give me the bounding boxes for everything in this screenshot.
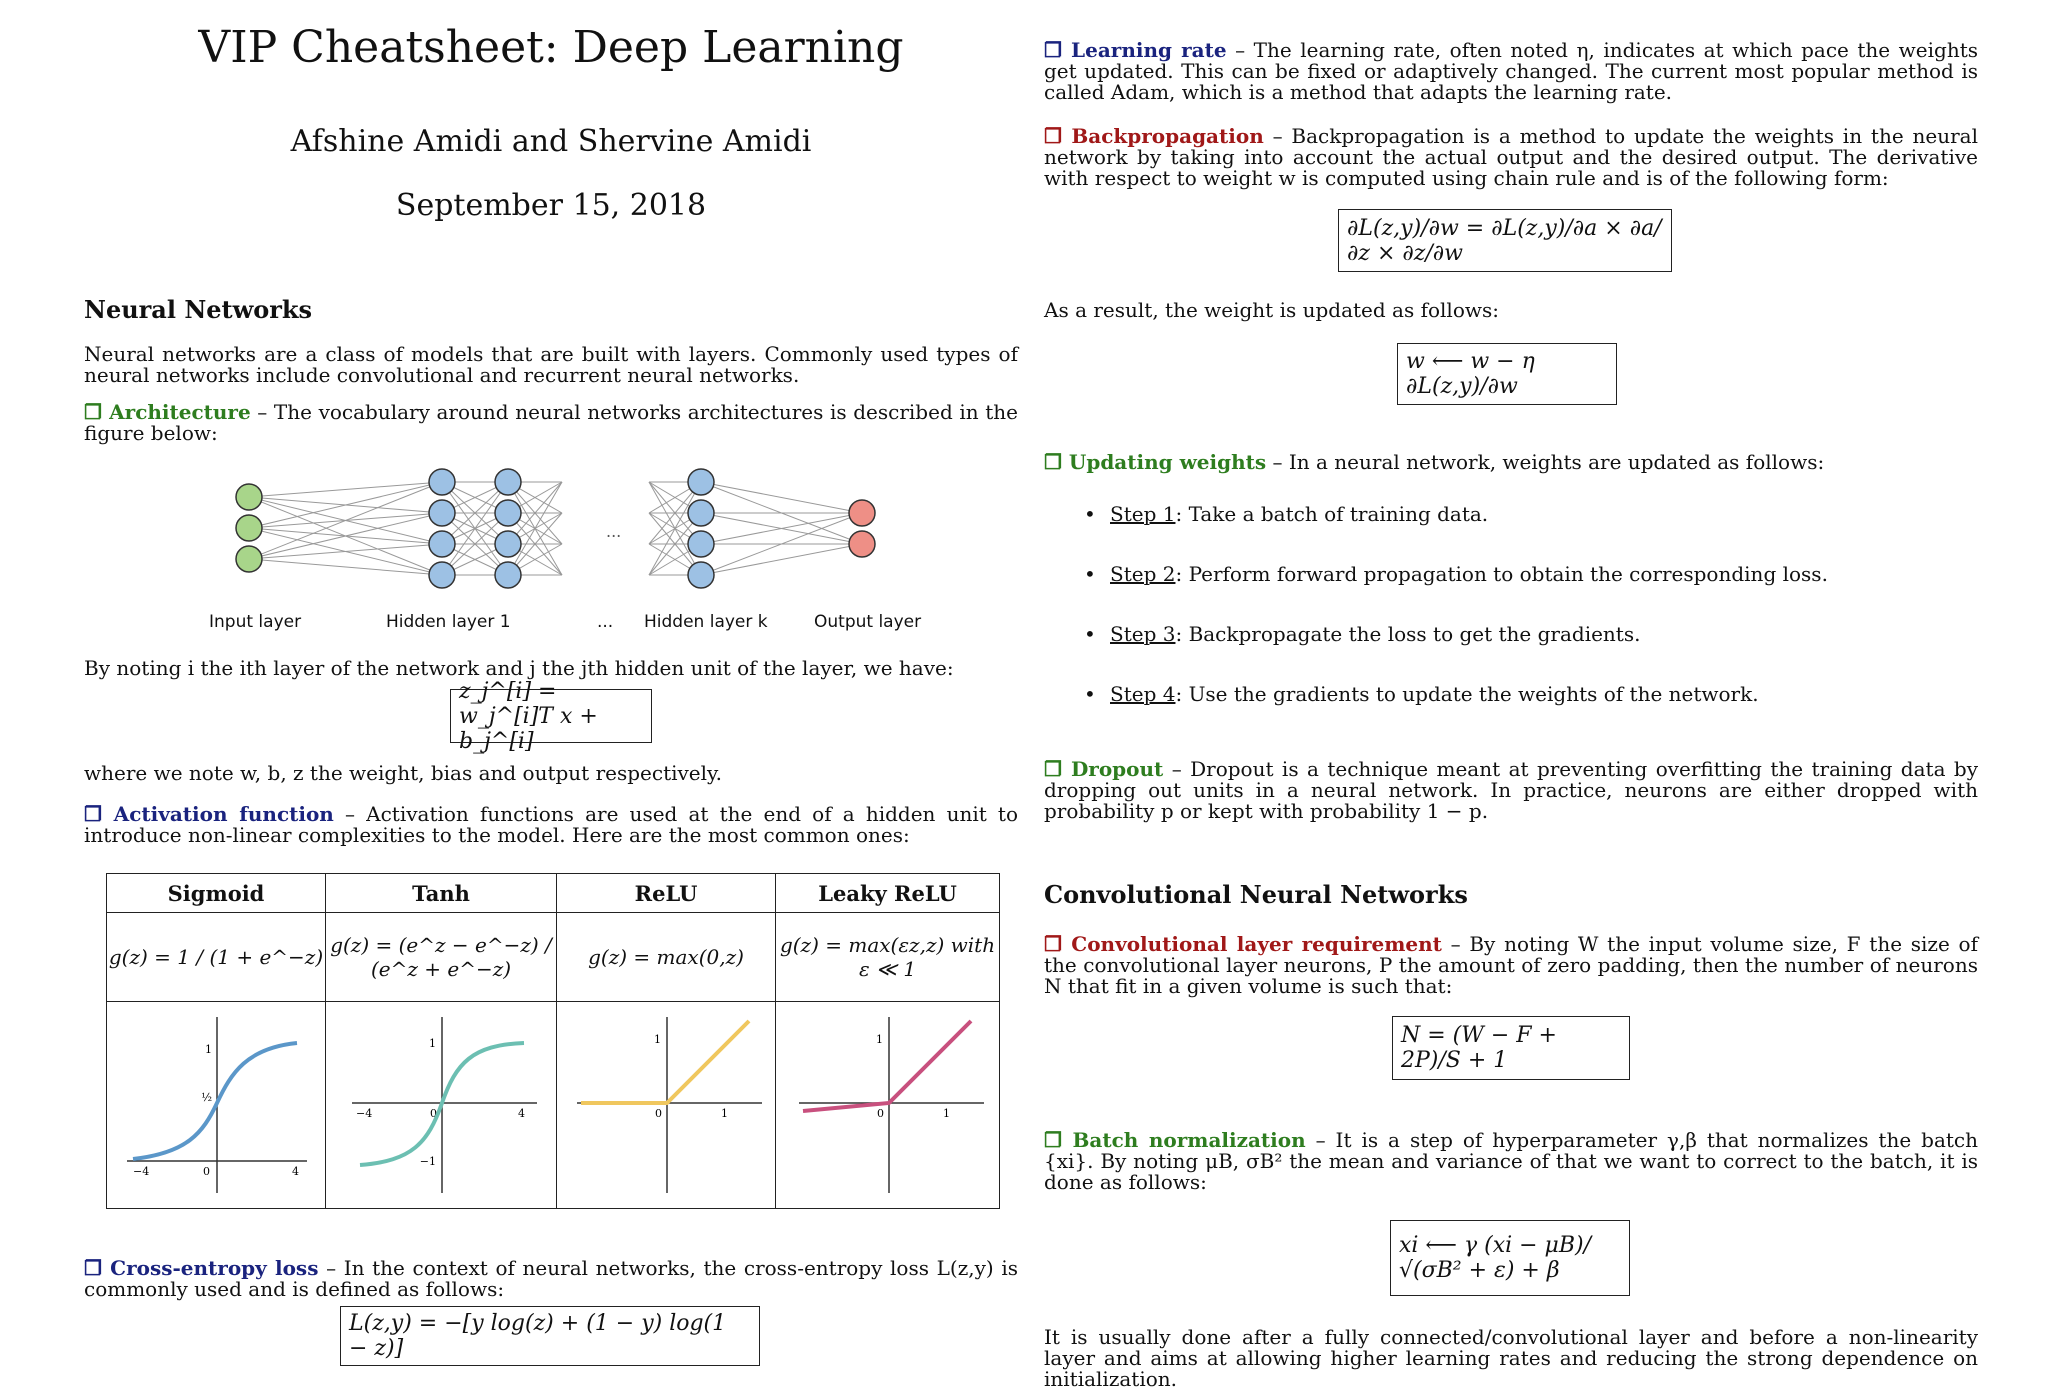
plot-leaky-relu [779, 1003, 997, 1203]
network-node [429, 500, 455, 526]
batchnorm-formula-box [1390, 1220, 1630, 1296]
conv-formula-box [1392, 1016, 1630, 1080]
conv-paragraph [1044, 934, 1978, 997]
page-title: VIP Cheatsheet: Deep Learning [198, 22, 904, 73]
network-edge [249, 544, 442, 559]
network-node [495, 500, 521, 526]
svg-text:0: 0 [203, 1165, 210, 1178]
batchnorm-keyword: ❐ Batch normalization [1044, 1128, 1306, 1152]
dropout-keyword: ❐ Dropout [1044, 757, 1164, 781]
conv-formula: N = (W − F + 2P)/S + 1 [1401, 1023, 1557, 1073]
architecture-paragraph [84, 402, 1018, 444]
section-cnn: Convolutional Neural Networks [1044, 880, 1468, 909]
network-edge [249, 482, 442, 559]
formula-tanh: g(z) = (e^z − e^−z) / (e^z + e^−z) [326, 913, 557, 1002]
header-sigmoid: Sigmoid [107, 874, 326, 913]
network-node [849, 531, 875, 557]
formula-sigmoid: g(z) = 1 / (1 + e^−z) [107, 913, 326, 1002]
learning-rate-text: – The learning rate, often noted η, indicates at which pace the weights get updated. This can be fixed or adaptively changed. The current most popular method is called Adam, which is a method that adapts the learning rate. [1044, 38, 1978, 104]
cross-entropy-text: – In the context of neural networks, the cross-entropy loss L(z,y) is commonly used and is defined as follows: [84, 1256, 1019, 1301]
dropout-text: – Dropout is a technique meant at preventing overfitting the training data by dropping out units in a neural network. In practice, neurons are either dropped with probability p or kept with probability 1 − p. [1044, 757, 1979, 823]
network-node [495, 562, 521, 588]
network-node [688, 562, 714, 588]
network-edge [249, 513, 442, 559]
plot-cell-tanh [326, 1002, 557, 1209]
result-text: As a result, the weight is updated as follows: [1044, 298, 1499, 322]
z-formula: z_j^[i] = w_j^[i]T x + b_j^[i] [459, 678, 598, 754]
step-label: Step 4 [1110, 682, 1176, 706]
network-node [236, 484, 262, 510]
architecture-text: – The vocabulary around neural networks architectures is described in the figure below: [84, 400, 1018, 445]
label-dots: ... [597, 612, 614, 632]
plot-cell-sigmoid [107, 1002, 326, 1209]
nn-intro: Neural networks are a class of models that are built with layers. Commonly used types of neural networks include convolutional and recurrent neural networks. [84, 342, 1018, 387]
backprop-text: – Backpropagation is a method to update the weights in the neural network by taking into account the actual output and the desired output. The derivative with respect to weight w is computed using chain rule and is of the following form: [1044, 124, 1978, 190]
svg-text:−1: −1 [419, 1155, 437, 1168]
activation-text: – Activation functions are used at the end of a hidden unit to introduce non-linear complexities to the model. Here are the most common ones: [84, 802, 1019, 847]
label-hidden-layer-k: Hidden layer k [644, 612, 768, 632]
step-label: Step 3 [1110, 622, 1176, 646]
svg-text:1: 1 [429, 1037, 437, 1050]
plot-cell-leaky-relu [776, 1002, 1000, 1209]
network-edge [249, 482, 442, 528]
svg-text:½: ½ [201, 1091, 212, 1104]
network-node [688, 531, 714, 557]
label-hidden-layer-1: Hidden layer 1 [386, 612, 511, 632]
date: September 15, 2018 [395, 188, 707, 223]
backprop-paragraph [1044, 126, 1978, 189]
list-item: • Step 2: Perform forward propagation to obtain the corresponding loss. [1084, 562, 1828, 586]
update-formula-box [1397, 343, 1617, 405]
conv-keyword: ❐ Convolutional layer requirement [1044, 932, 1442, 956]
conv-text: – By noting W the input volume size, F the size of the convolutional layer neurons, P the amount of zero padding, then the number of neurons N that fit in a given volume is such that: [1044, 932, 1978, 998]
learning-rate-paragraph [1044, 40, 1978, 103]
update-formula: w ⟵ w − η ∂L(z,y)/∂w [1406, 349, 1535, 399]
network-diagram [84, 455, 1018, 605]
network-node [429, 531, 455, 557]
svg-text:0: 0 [430, 1107, 438, 1120]
cross-entropy-keyword: ❐ Cross-entropy loss [84, 1256, 319, 1280]
batchnorm-formula: xi ⟵ γ (xi − μB)/√(σB² + ε) + β [1399, 1233, 1592, 1283]
svg-text:1: 1 [875, 1033, 883, 1046]
header-leaky-relu: Leaky ReLU [776, 874, 1000, 913]
network-node [495, 469, 521, 495]
step-label: Step 1 [1110, 502, 1176, 526]
network-node [236, 546, 262, 572]
where-text: where we note w, b, z the weight, bias and output respectively. [84, 761, 723, 785]
network-edge [701, 544, 862, 575]
network-edge [701, 482, 862, 513]
formula-relu: g(z) = max(0,z) [557, 913, 776, 1002]
section-neural-networks: Neural Networks [84, 295, 313, 324]
authors: Afshine Amidi and Shervine Amidi [290, 124, 812, 159]
svg-text:1: 1 [654, 1033, 662, 1046]
cross-entropy-paragraph [84, 1258, 1018, 1300]
batchnorm-text: – It is a step of hyperparameter γ,β that normalizes the batch {xi}. By noting μB, σB² the mean and variance of that we want to correct to the batch, it is done as follows: [1044, 1128, 1978, 1194]
batchnorm-paragraph [1044, 1130, 1978, 1193]
network-node [495, 531, 521, 557]
z-formula-box [450, 678, 652, 754]
updating-weights-keyword: ❐ Updating weights [1044, 450, 1267, 474]
activation-table [106, 873, 1000, 1209]
network-node [688, 500, 714, 526]
svg-text:1: 1 [205, 1043, 212, 1056]
svg-text:−4: −4 [356, 1107, 373, 1120]
list-item: • Step 4: Use the gradients to update the weights of the network. [1084, 682, 1759, 706]
network-node [429, 562, 455, 588]
backprop-keyword: ❐ Backpropagation [1044, 124, 1264, 148]
step-text: : Use the gradients to update the weights of the network. [1175, 682, 1759, 706]
network-ellipsis: ... [606, 522, 622, 541]
svg-text:1: 1 [721, 1107, 729, 1120]
backprop-formula-box [1338, 209, 1672, 272]
activation-paragraph [84, 804, 1018, 846]
cross-entropy-formula-box [340, 1306, 760, 1366]
updating-weights-paragraph [1044, 452, 1978, 473]
svg-text:−4: −4 [133, 1165, 150, 1178]
plot-relu [557, 1003, 775, 1203]
network-node [849, 500, 875, 526]
label-output-layer: Output layer [814, 612, 922, 632]
formula-leaky-relu: g(z) = max(εz,z) with ε ≪ 1 [776, 913, 1000, 1002]
architecture-keyword: ❐ Architecture [84, 400, 251, 424]
noting-text: By noting i the ith layer of the network and j the jth hidden unit of the layer, we have: [84, 656, 954, 680]
label-input-layer: Input layer [209, 612, 302, 632]
svg-text:0: 0 [655, 1107, 663, 1120]
network-node [236, 515, 262, 541]
svg-text:1: 1 [942, 1107, 950, 1120]
backprop-formula: ∂L(z,y)/∂w = ∂L(z,y)/∂a × ∂a/∂z × ∂z/∂w [1347, 215, 1662, 266]
updating-weights-text: – In a neural network, weights are updated as follows: [1266, 450, 1825, 474]
header-relu: ReLU [557, 874, 776, 913]
network-edge [249, 482, 442, 497]
list-item: • Step 1: Take a batch of training data. [1084, 502, 1489, 526]
header-tanh: Tanh [326, 874, 557, 913]
network-node [688, 469, 714, 495]
step-text: : Backpropagate the loss to get the gradients. [1175, 622, 1641, 646]
activation-keyword: ❐ Activation function [84, 802, 334, 826]
network-node [429, 469, 455, 495]
svg-text:4: 4 [292, 1165, 299, 1178]
step-text: : Perform forward propagation to obtain the corresponding loss. [1175, 562, 1828, 586]
cross-entropy-formula: L(z,y) = −[y log(z) + (1 − y) log(1 − z)] [349, 1311, 727, 1361]
svg-text:4: 4 [518, 1107, 526, 1120]
plot-sigmoid [107, 1003, 325, 1203]
plot-tanh [332, 1003, 550, 1203]
svg-text:0: 0 [876, 1107, 884, 1120]
learning-rate-keyword: ❐ Learning rate [1044, 38, 1227, 62]
dropout-paragraph [1044, 759, 1978, 822]
batchnorm-after: It is usually done after a fully connected/convolutional layer and before a non-linearity layer and aims at allowing higher learning rates and reducing the strong dependence on initialization. [1044, 1325, 1978, 1391]
network-edge [249, 559, 442, 575]
list-item: • Step 3: Backpropagate the loss to get the gradients. [1084, 622, 1641, 646]
step-label: Step 2 [1110, 562, 1176, 586]
step-text: : Take a batch of training data. [1175, 502, 1489, 526]
plot-cell-relu [557, 1002, 776, 1209]
